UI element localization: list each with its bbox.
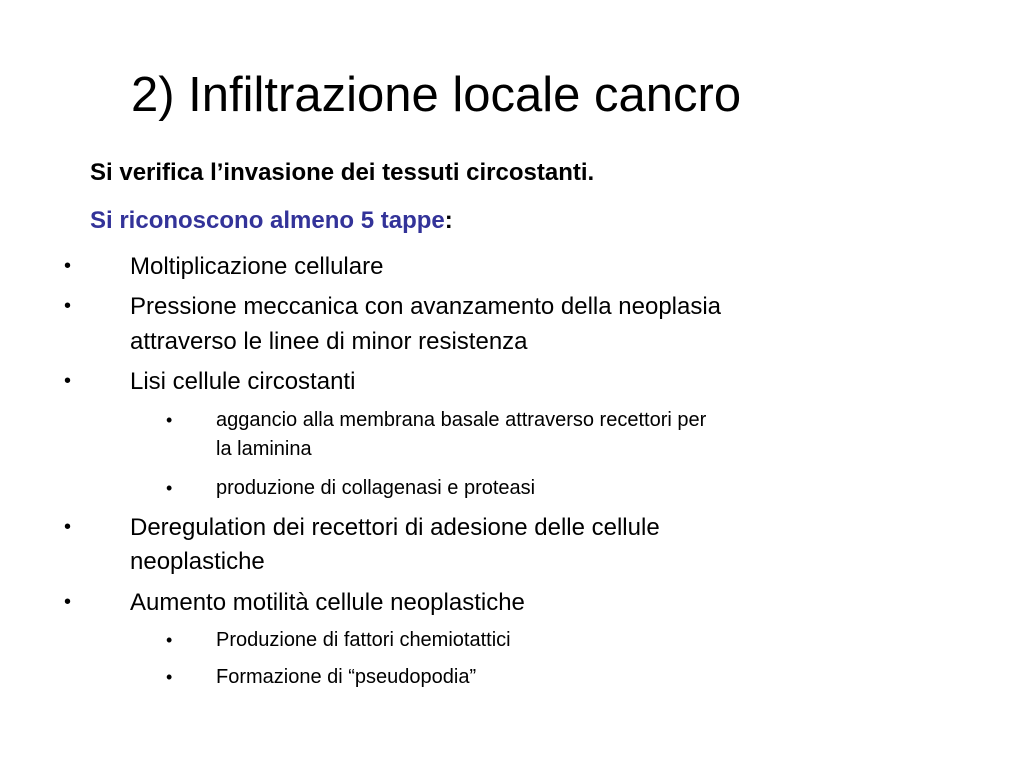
- bullet-text: Pressione meccanica con avanzamento della neoplasia: [130, 293, 722, 320]
- sub-bullet-dot: •: [166, 478, 173, 498]
- bullet-text: Lisi cellule circostanti: [130, 368, 356, 395]
- bullet-text-continued: neoplastiche: [130, 548, 265, 575]
- sub-bullet-dot: •: [166, 667, 173, 687]
- steps-heading-highlight: Si riconoscono almeno 5 tappe: [90, 207, 445, 234]
- intro-steps-heading: [90, 206, 453, 236]
- bullet-dot: •: [64, 255, 72, 277]
- bullet-text: Deregulation dei recettori di adesione delle cellule: [130, 514, 660, 541]
- bullet-dot: •: [64, 295, 72, 317]
- sub-bullet-text-continued: la laminina: [216, 438, 312, 460]
- sub-bullet-text: Formazione di “pseudopodia”: [216, 666, 477, 688]
- bullet-text: Aumento motilità cellule neoplastiche: [130, 589, 525, 616]
- bullet-text-continued: attraverso le linee di minor resistenza: [130, 328, 528, 355]
- sub-bullet-dot: •: [166, 410, 173, 430]
- slide-title: 2) Infiltrazione locale cancro: [131, 68, 742, 122]
- bullet-dot: •: [64, 516, 72, 538]
- steps-heading-colon: :: [444, 207, 453, 234]
- sub-bullet-text: Produzione di fattori chemiotattici: [216, 629, 511, 651]
- bullet-dot: •: [64, 591, 72, 613]
- sub-bullet-dot: •: [166, 630, 173, 650]
- sub-bullet-text: produzione di collagenasi e proteasi: [216, 477, 536, 499]
- bullet-dot: •: [64, 370, 72, 392]
- bullet-text: Moltiplicazione cellulare: [130, 253, 384, 280]
- intro-statement: Si verifica l’invasione dei tessuti circostanti.: [90, 159, 595, 186]
- sub-bullet-text: aggancio alla membrana basale attraverso recettori per: [216, 409, 707, 431]
